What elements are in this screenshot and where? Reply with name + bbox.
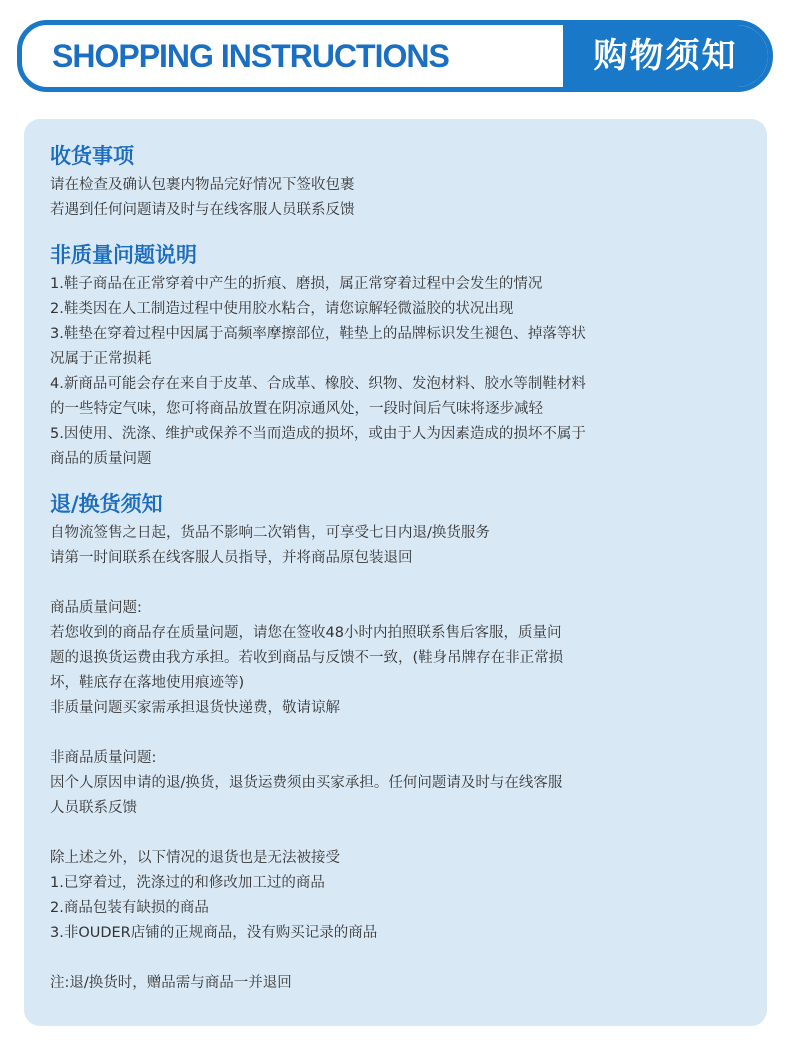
returns-section — [50, 488, 650, 996]
spacer — [50, 721, 650, 746]
non-quality-line: 商品的质量问题 — [50, 451, 152, 467]
quality-issue-line: 非质量问题买家需承担退货快递费，敬请谅解 — [50, 700, 340, 716]
quality-issue-line: 若您收到的商品存在质量问题，请您在签收48小时内拍照联系售后客服，质量问 — [50, 625, 562, 641]
returns-intro-line: 请第一时间联系在线客服人员指导，并将商品原包装退回 — [50, 550, 413, 566]
gift-note: 注:退/换货时，赠品需与商品一并退回 — [50, 975, 292, 991]
exclusions-item: 1.已穿着过，洗涤过的和修改加工过的商品 — [50, 875, 325, 891]
header-banner — [17, 20, 773, 92]
banner-title-cn: 购物须知 — [593, 36, 738, 76]
non-quality-line: 4.新商品可能会存在来自于皮革、合成革、橡胶、织物、发泡材料、胶水等制鞋材料 — [50, 376, 586, 392]
spacer — [50, 821, 650, 846]
non-quality-line: 5.因使用、洗涤、维护或保养不当而造成的损坏，或由于人为因素造成的损坏不属于 — [50, 426, 586, 442]
spacer — [50, 571, 650, 596]
quality-issue-title: 商品质量问题: — [50, 600, 142, 616]
non-quality-line: 况属于正常损耗 — [50, 351, 152, 367]
receiving-line: 若遇到任何问题请及时与在线客服人员联系反馈 — [50, 202, 355, 218]
receiving-section — [50, 140, 650, 223]
returns-intro-line: 自物流签售之日起，货品不影响二次销售，可享受七日内退/换货服务 — [50, 525, 490, 541]
quality-issue-line: 题的退换货运费由我方承担。若收到商品与反馈不一致，(鞋身吊牌存在非正常损 — [50, 650, 564, 666]
non-quality-line: 3.鞋垫在穿着过程中因属于高频率摩擦部位，鞋垫上的品牌标识发生褪色、掉落等状 — [50, 326, 586, 342]
non-quality-line: 的一些特定气味，您可将商品放置在阴凉通风处，一段时间后气味将逐步减轻 — [50, 401, 543, 417]
exclusions-item: 3.非OUDER店铺的正规商品，没有购买记录的商品 — [50, 925, 378, 941]
non-quality-line: 2.鞋类因在人工制造过程中使用胶水粘合，请您谅解轻微溢胶的状况出现 — [50, 301, 514, 317]
spacer — [50, 472, 650, 488]
non-product-issue-title: 非商品质量问题: — [50, 750, 157, 766]
receiving-heading: 收货事项 — [50, 144, 134, 168]
banner-title-cn-box — [563, 25, 768, 87]
non-product-issue-line: 人员联系反馈 — [50, 800, 137, 816]
non-quality-heading: 非质量问题说明 — [50, 243, 197, 267]
receiving-line: 请在检查及确认包裹内物品完好情况下签收包裹 — [50, 177, 355, 193]
non-product-issue-line: 因个人原因申请的退/换货，退货运费须由买家承担。任何问题请及时与在线客服 — [50, 775, 563, 791]
spacer — [50, 223, 650, 239]
instructions-content — [50, 140, 650, 996]
exclusions-title: 除上述之外，以下情况的退货也是无法被接受 — [50, 850, 340, 866]
banner-title-en: SHOPPING INSTRUCTIONS — [52, 38, 449, 74]
quality-issue-line: 坏，鞋底存在落地使用痕迹等) — [50, 675, 245, 691]
spacer — [50, 946, 650, 971]
exclusions-item: 2.商品包装有缺损的商品 — [50, 900, 209, 916]
non-quality-line: 1.鞋子商品在正常穿着中产生的折痕、磨损，属正常穿着过程中会发生的情况 — [50, 276, 543, 292]
non-quality-section — [50, 239, 650, 472]
returns-heading: 退/换货须知 — [50, 492, 163, 516]
